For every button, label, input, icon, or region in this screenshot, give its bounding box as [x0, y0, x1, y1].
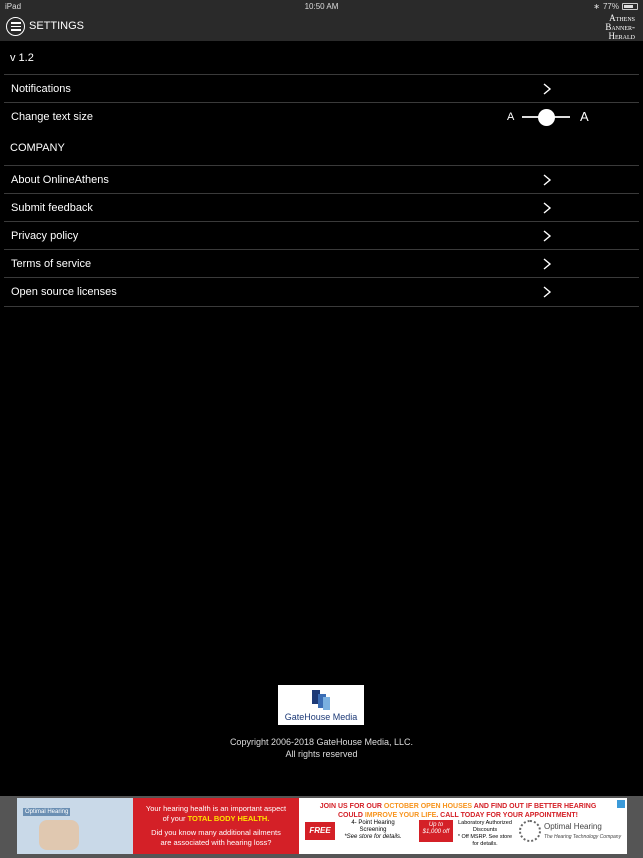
couple-photo [39, 820, 79, 850]
ad-info-icon[interactable] [617, 800, 625, 808]
settings-row-feedback[interactable] [4, 193, 639, 221]
status-bar [0, 0, 643, 13]
settings-row-licenses[interactable] [4, 277, 639, 305]
discount-badge: Up to $1,000 off [419, 820, 453, 842]
ad-image: Optimal Hearing [17, 798, 133, 854]
gatehouse-logo [278, 685, 364, 725]
chevron-right-icon [541, 230, 553, 242]
text-size-label: Change text size [11, 111, 93, 123]
notifications-label: Notifications [11, 83, 71, 95]
chevron-right-icon [541, 83, 553, 95]
text-size-slider[interactable] [502, 108, 594, 126]
chevron-right-icon [541, 174, 553, 186]
chevron-right-icon [541, 286, 553, 298]
top-navbar [0, 13, 643, 41]
company-section-header: COMPANY [10, 142, 65, 154]
lab-discounts: Laboratory Authorized Discounts * Off MSRP. See store for details. [457, 820, 513, 847]
copyright-text: Copyright 2006-2018 GateHouse Media, LLC. All rights reserved [229, 737, 414, 759]
text-size-small-label: A [507, 111, 515, 123]
settings-row-about[interactable] [4, 165, 639, 193]
settings-row-terms[interactable] [4, 249, 639, 277]
ad-banner[interactable] [0, 796, 643, 858]
ad-offer: JOIN US FOR OUR OCTOBER OPEN HOUSES AND FIND OUT IF BETTER HEARING COULD IMPROVE YOUR LIFE. CALL TODAY FOR YOUR APPOINTMENT! FREE 4- Point Hearing Screening *See store for details. Up to $1,000 off Laboratory Authorized Discounts * Off MSRP. See store for details. Optimal Hearing The Hearing Technology Company [299, 798, 627, 854]
brand-logo: Athens Banner- Herald [605, 13, 635, 41]
menu-icon[interactable] [6, 17, 25, 36]
ad-message: Your hearing health is an important aspect of your TOTAL BODY HEALTH. Did you know many additional ailments are associated with hearing loss? [133, 798, 299, 854]
free-badge: FREE [305, 822, 335, 840]
status-right [593, 2, 638, 11]
app-version: v 1.2 [10, 52, 34, 64]
settings-row-text-size [4, 102, 639, 130]
ad-creative[interactable] [17, 798, 627, 854]
slider-thumb[interactable] [538, 109, 555, 126]
device-label: iPad [5, 2, 22, 11]
company-item-label: Terms of service [11, 258, 92, 270]
settings-row-privacy[interactable] [4, 221, 639, 249]
chevron-right-icon [541, 258, 553, 270]
gatehouse-wordmark: GateHouse Media [284, 712, 358, 722]
bluetooth-icon: ∗ [593, 2, 600, 11]
company-item-label: Privacy policy [11, 230, 79, 242]
logo-circle-icon [519, 820, 541, 842]
ad-headline: JOIN US FOR OUR OCTOBER OPEN HOUSES AND FIND OUT IF BETTER HEARING COULD IMPROVE YOUR LIFE. CALL TODAY FOR YOUR APPOINTMENT! [319, 803, 597, 819]
battery-icon [622, 3, 638, 10]
page-title: SETTINGS [29, 20, 85, 32]
company-item-label: About OnlineAthens [11, 174, 109, 186]
settings-row-notifications[interactable] [4, 74, 639, 102]
company-item-label: Open source licenses [11, 286, 117, 298]
text-size-large-label: A [580, 109, 589, 124]
status-time: 10:50 AM [304, 2, 339, 11]
chevron-right-icon [541, 202, 553, 214]
list-divider [4, 306, 639, 307]
gatehouse-mark-icon [310, 688, 332, 712]
screening-offer: 4- Point Hearing Screening *See store for details. [344, 820, 402, 840]
battery-percent: 77% [602, 2, 619, 11]
company-item-label: Submit feedback [11, 202, 93, 214]
